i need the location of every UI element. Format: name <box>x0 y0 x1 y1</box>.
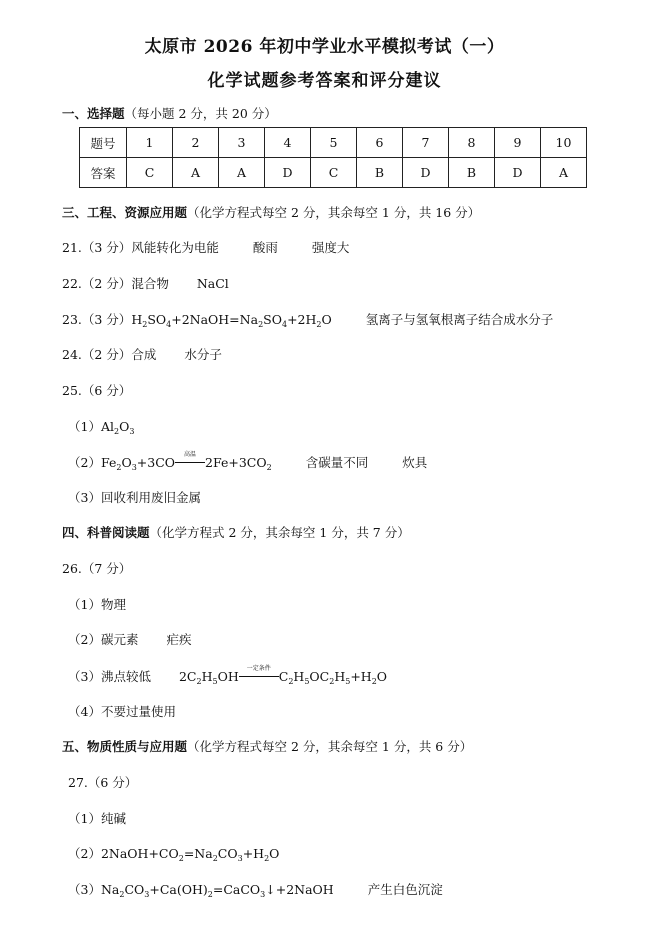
table-cell: 1 <box>127 128 173 158</box>
chemical-equation: $2NaOH+CO_2=Na_2CO_3+H_2O$ <box>100 846 280 863</box>
answer-q26-part4 <box>68 704 176 720</box>
table-cell: 6 <box>357 128 403 158</box>
section5-title: 五、物质性质与应用题 <box>62 739 188 754</box>
section3-note: （化学方程式每空 2 分，其余每空 1 分，共 16 分） <box>187 205 481 220</box>
answer-text: 合成 <box>131 347 157 362</box>
table-cell: D <box>403 158 449 188</box>
part-label: （1） <box>68 811 101 826</box>
table-cell: 9 <box>495 128 541 158</box>
answer-q27-part3 <box>68 882 443 898</box>
exam-title: 太原市 2026 年初中学业水平模拟考试（一） <box>144 37 505 57</box>
answer-q26-part3 <box>68 665 388 686</box>
answer-q25-part2 <box>68 451 428 472</box>
question-label: 22.（2 分） <box>62 276 132 291</box>
answer-q26-part1 <box>68 597 126 613</box>
part-label: （3） <box>68 669 101 684</box>
question-label: 21.（3 分） <box>62 240 132 255</box>
answer-q27-part2 <box>68 846 279 862</box>
answer-q21 <box>62 240 349 256</box>
answer-q27-label: 27.（6 分） <box>68 775 138 790</box>
table-row-answers <box>80 158 587 188</box>
choice-answer-table <box>79 127 587 188</box>
table-cell: 5 <box>311 128 357 158</box>
table-cell: A <box>173 158 219 188</box>
table-cell: 10 <box>541 128 587 158</box>
part-label: （2） <box>68 846 101 861</box>
section5-heading <box>62 739 472 755</box>
answer-q24 <box>62 347 222 363</box>
answer-q26-part2 <box>68 632 191 648</box>
answer-text: 疟疾 <box>166 632 192 647</box>
answer-text: 酸雨 <box>252 240 278 255</box>
answer-text: 回收利用废旧金属 <box>100 490 201 505</box>
chemical-equation: $Fe_2O_3+3CO$ 高温 $2Fe+3CO_2$ <box>100 451 272 472</box>
answer-q26-label: 26.（7 分） <box>62 561 132 576</box>
reaction-arrow: 一定条件 <box>239 668 279 682</box>
table-cell: A <box>541 158 587 188</box>
answer-text: 不要过量使用 <box>100 704 176 719</box>
section4-title: 四、科普阅读题 <box>62 525 150 540</box>
section4-heading <box>62 525 410 541</box>
chemical-equation: $H_2SO_4+2NaOH=Na_2SO_4+2H_2O$ <box>131 312 332 329</box>
part-label: （3） <box>68 882 101 897</box>
answer-text: 混合物 <box>131 276 169 291</box>
table-cell: 4 <box>265 128 311 158</box>
table-cell: C <box>311 158 357 188</box>
reaction-arrow: 高温 <box>175 454 205 468</box>
table-cell: D <box>265 158 311 188</box>
part-label: （2） <box>68 455 101 470</box>
question-label: 23.（3 分） <box>62 312 132 327</box>
question-label: 24.（2 分） <box>62 347 132 362</box>
answer-q23 <box>62 312 553 328</box>
section4-note: （化学方程式 2 分，其余每空 1 分，共 7 分） <box>149 525 410 540</box>
exam-subtitle: 化学试题参考答案和评分建议 <box>207 71 442 91</box>
table-header-number: 题号 <box>80 128 127 158</box>
table-cell: A <box>219 158 265 188</box>
answer-text: 产生白色沉淀 <box>367 882 443 897</box>
table-cell: 3 <box>219 128 265 158</box>
table-cell: 7 <box>403 128 449 158</box>
section1-heading <box>62 106 277 122</box>
answer-text: 强度大 <box>311 240 350 255</box>
chemical-equation: $2C_2H_5OH$ 一定条件 $C_2H_5OC_2H_5+H_2O$ <box>178 665 388 686</box>
answer-q25-part3 <box>68 490 201 506</box>
answer-text: 纯碱 <box>100 811 126 826</box>
answer-text: 风能转化为电能 <box>131 240 219 255</box>
table-cell: 2 <box>173 128 219 158</box>
table-cell: B <box>357 158 403 188</box>
answer-text: 物理 <box>100 597 126 612</box>
table-header-answer: 答案 <box>80 158 127 188</box>
answer-text: NaCl <box>196 276 229 291</box>
answer-text: 炊具 <box>402 455 428 470</box>
table-cell: 8 <box>449 128 495 158</box>
part-label: （1） <box>68 419 101 434</box>
part-label: （1） <box>68 597 101 612</box>
answer-q27-part1 <box>68 811 126 827</box>
table-cell: D <box>495 158 541 188</box>
answer-text: 碳元素 <box>100 632 139 647</box>
answer-q25-label: 25.（6 分） <box>62 383 132 398</box>
answer-text: 水分子 <box>184 347 222 362</box>
answer-q25-part1 <box>68 419 134 435</box>
part-label: （2） <box>68 632 101 647</box>
answer-text: 沸点较低 <box>100 669 151 684</box>
answer-text: 氢离子与氢氧根离子结合成水分子 <box>365 312 554 327</box>
chemical-formula: $Al_2O_3$ <box>100 419 135 436</box>
part-label: （3） <box>68 490 101 505</box>
part-label: （4） <box>68 704 101 719</box>
section1-note: （每小题 2 分，共 20 分） <box>124 106 277 121</box>
chemical-equation: $Na_2CO_3+Ca(OH)_2=CaCO_3↓+2NaOH$ <box>100 882 334 899</box>
section3-title: 三、工程、资源应用题 <box>62 205 188 220</box>
table-cell: C <box>127 158 173 188</box>
section3-heading <box>62 205 480 221</box>
table-row-numbers <box>80 128 587 158</box>
answer-text: 含碳量不同 <box>305 455 369 470</box>
table-cell: B <box>449 158 495 188</box>
section1-title: 一、选择题 <box>62 106 125 121</box>
answer-q22 <box>62 276 229 292</box>
section5-note: （化学方程式每空 2 分，其余每空 1 分，共 6 分） <box>187 739 473 754</box>
